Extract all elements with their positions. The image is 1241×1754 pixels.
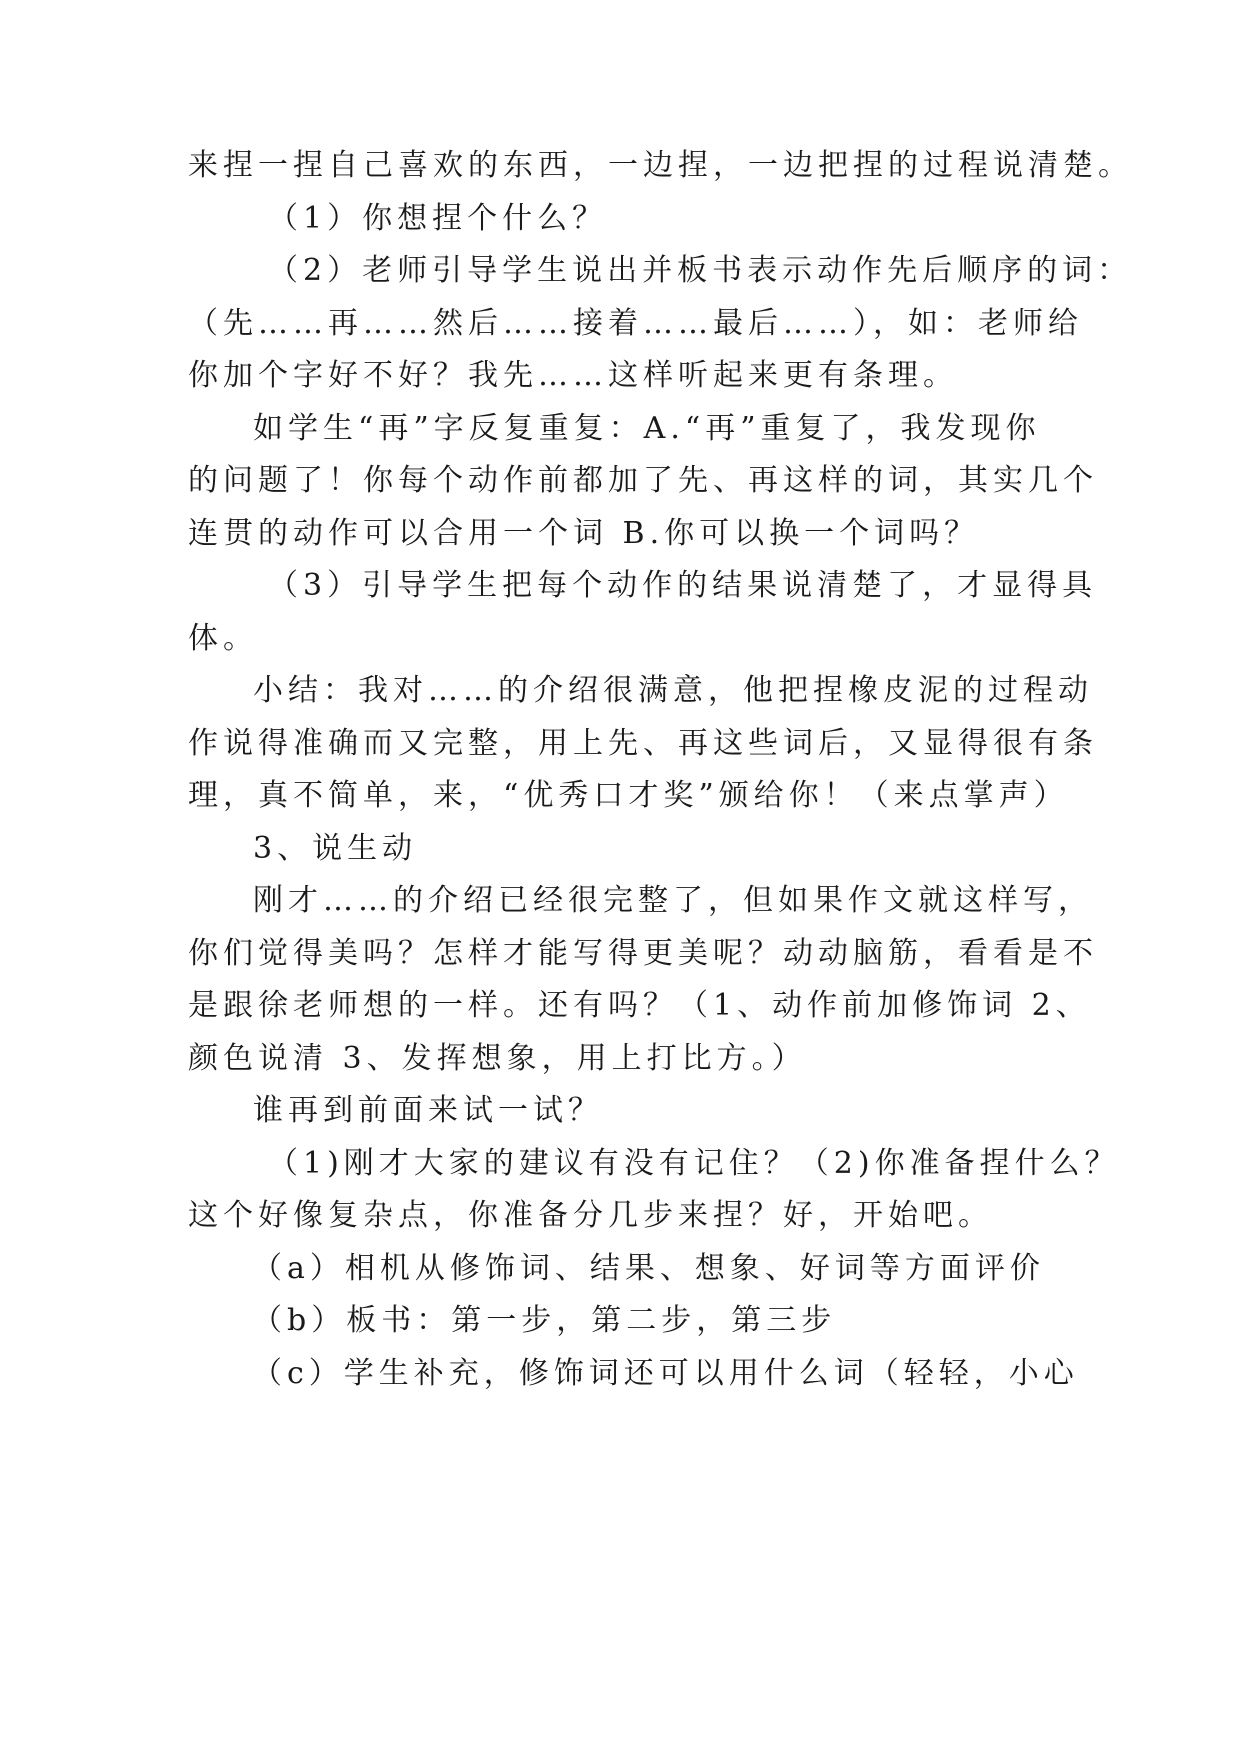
text-line: 如学生“再”字反复重复：A.“再”重复了，我发现你	[253, 411, 1041, 446]
text-line: 这个好像复杂点，你准备分几步来捏？好，开始吧。	[188, 1198, 993, 1233]
text-line: （1）你想捏个什么？	[268, 201, 608, 236]
text-line: 体。	[188, 621, 258, 656]
text-line: （a）相机从修饰词、结果、想象、好词等方面评价	[252, 1251, 1045, 1286]
text-line: 你们觉得美吗？怎样才能写得更美呢？动动脑筋，看看是不	[188, 936, 1098, 971]
text-line: （c）学生补充，修饰词还可以用什么词（轻轻，小心	[252, 1356, 1079, 1391]
text-line: 的问题了！你每个动作前都加了先、再这样的词，其实几个	[188, 463, 1098, 498]
text-line: 小结：我对……的介绍很满意，他把捏橡皮泥的过程动	[253, 673, 1093, 708]
text-line: （3）引导学生把每个动作的结果说清楚了，才显得具	[268, 568, 1098, 603]
text-line: 是跟徐老师想的一样。还有吗？（1、动作前加修饰词 2、	[188, 988, 1091, 1023]
text-line: 谁再到前面来试一试？	[253, 1093, 603, 1128]
text-line: 理，真不简单，来，“优秀口才奖”颁给你！（来点掌声）	[188, 778, 1069, 813]
text-line: （b）板书：第一步，第二步，第三步	[252, 1303, 837, 1338]
text-line: 连贯的动作可以合用一个词 B.你可以换一个词吗？	[188, 516, 980, 551]
text-line: 刚才……的介绍已经很完整了，但如果作文就这样写，	[253, 883, 1093, 918]
text-line: （先……再……然后……接着……最后……），如：老师给	[188, 306, 1083, 341]
section-heading: 3、说生动	[253, 831, 418, 866]
text-line: （1)刚才大家的建议有没有记住？（2)你准备捏什么？	[268, 1146, 1120, 1181]
text-line: 颜色说清 3、发挥想象，用上打比方。）	[188, 1041, 807, 1076]
text-line: 来捏一捏自己喜欢的东西，一边捏，一边把捏的过程说清楚。	[188, 148, 1133, 183]
text-line: （2）老师引导学生说出并板书表示动作先后顺序的词：	[268, 253, 1133, 288]
text-line: 作说得准确而又完整，用上先、再这些词后，又显得很有条	[188, 726, 1098, 761]
text-line: 你加个字好不好？我先……这样听起来更有条理。	[188, 358, 958, 393]
